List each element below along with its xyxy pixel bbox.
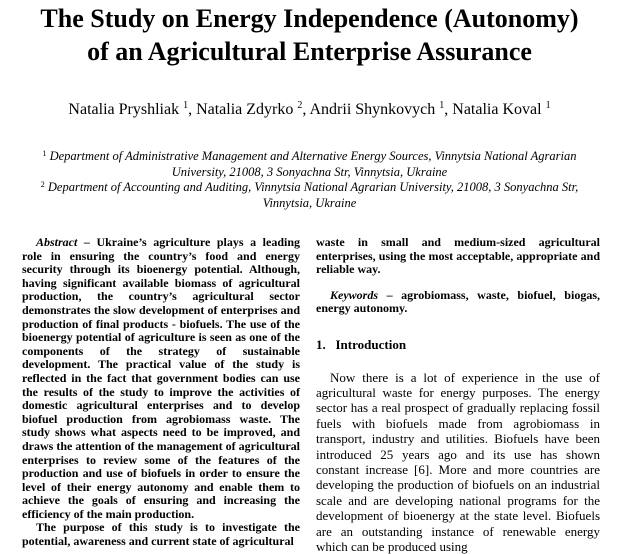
affiliation-mark: 1 <box>439 100 445 111</box>
affiliation-text: Department of Administrative Management and Alternative Energy Sources, Vinnytsia National Agrarian University, 21008, 3 Sonyachna Str, Vinnytsia, Ukraine <box>49 149 577 179</box>
purpose-continuation: waste in small and medium-sized agricultural enterprises, using the most acceptable, appropriate and reliable way. <box>316 235 600 277</box>
keywords-paragraph <box>316 289 600 316</box>
keywords-label: Keywords <box>330 287 378 302</box>
author-name: Natalia Zdyrko <box>196 101 294 118</box>
paper-title <box>0 2 619 68</box>
purpose-paragraph: The purpose of this study is to investigate the potential, awareness and current state of agricultural <box>22 520 300 549</box>
affiliation-mark: 2 <box>40 180 45 189</box>
author-name: Andrii Shynkovych <box>309 101 436 118</box>
keywords-text: – agrobiomass, waste, biofuel, biogas, energy autonomy. <box>316 287 600 316</box>
introduction-paragraph: Now there is a lot of experience in the use of agricultural waste for energy purposes. The energy sector has a real prospect of gradually replacing fossil fuels with biofuels made from agrobiomass in transport, industry and utilities. Biofuels have been introduced 25 years ago and its use has shown constant increase [6]. More and more countries are developing the production of biofuels on an industrial scale and are developing national programs for the development of bioenergy at the state level. Biofuels are an outstanding instance of renewable energy which can be produced using <box>316 369 600 554</box>
section-heading <box>316 338 600 352</box>
affiliation-mark: 1 <box>42 149 47 158</box>
abstract-label: Abstract <box>36 235 78 249</box>
author-list: Natalia Pryshliak $^1$, Natalia Zdyrko $^2$, Andrii Shynkovych $^1$, Natalia Koval $^1$ <box>68 100 551 118</box>
affiliation-text: Department of Accounting and Auditing, Vinnytsia National Agrarian University, 21008, 3 Sonyachna Str, Vinnytsia, Ukraine <box>47 180 579 210</box>
title-line-2: of an Agricultural Enterprise Assurance <box>87 37 532 66</box>
right-column <box>316 236 600 554</box>
affiliation-1 <box>22 146 597 180</box>
abstract-paragraph <box>22 236 300 521</box>
affiliation-mark: 1 <box>545 100 551 111</box>
section-title: Introduction <box>335 336 407 352</box>
affiliation-2 <box>22 177 597 211</box>
affiliation-mark: 2 <box>297 100 303 111</box>
section-number: 1. <box>316 336 326 352</box>
affiliation-mark: 1 <box>183 100 189 111</box>
title-line-1: The Study on Energy Independence (Autonomy) <box>40 4 579 33</box>
left-column <box>22 236 300 549</box>
author-name: Natalia Pryshliak <box>68 101 180 118</box>
abstract-text: – Ukraine’s agriculture plays a leading role in ensuring the country’s food and energy security through its bioenergy potential. Although, having significant available biomass of agricultural production, the country’s agricultural sector demonstrates the slow development of enterprises and production of final products - biofuels. The use of the bioenergy potential of agriculture is seen as one of the components of the strategy of sustainable development. The practical value of the study is reflected in the fact that government bodies can use the results of the study to improve the activities of domestic agricultural enterprises and to develop biofuel production from agrobiomass waste. The study shows what aspects need to be improved, and draws the attention of the management of agricultural enterprises to review some of the features of the production and use of biofuels in order to ensure the level of their energy autonomy and enable them to achieve the goals of ensuring and increasing the efficiency of the main production. <box>22 235 300 521</box>
author-name: Natalia Koval <box>452 101 542 118</box>
